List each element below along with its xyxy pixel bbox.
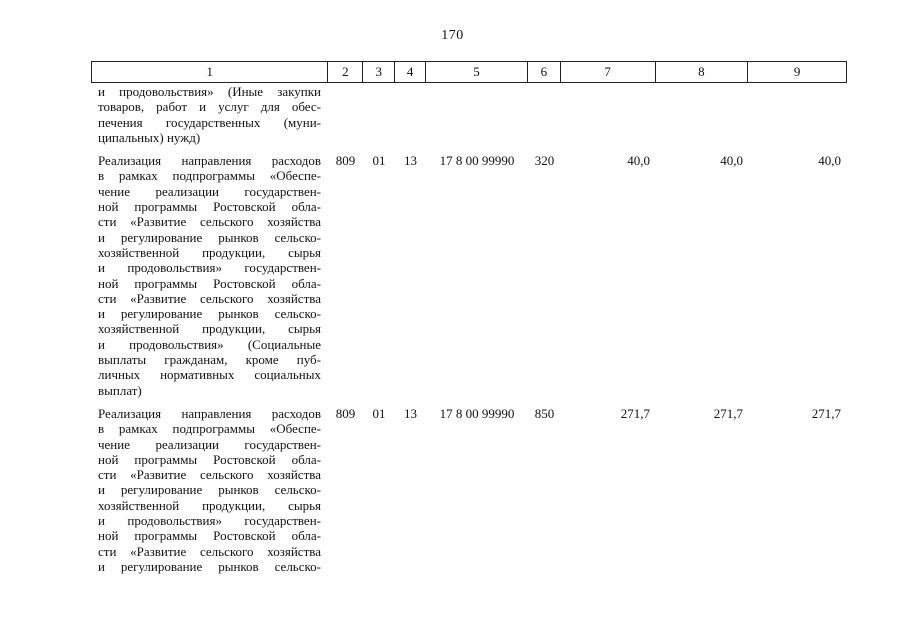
column-header-6: 6 — [528, 62, 561, 82]
column-header-1: 1 — [92, 62, 328, 82]
description-line: и продовольствия» (Социальные — [98, 336, 321, 352]
description-line: хозяйственной продукции, сырья — [98, 244, 321, 260]
description-line: и продовольствия» государствен- — [98, 513, 321, 529]
description-line: в рамках подпрограммы «Обеспе- — [98, 421, 321, 437]
description-line: ципальных) нужд) — [98, 129, 201, 145]
cell-ministry-code: 809 — [335, 153, 356, 169]
description-line: в рамках подпрограммы «Обеспе- — [98, 168, 321, 184]
column-header-4: 4 — [395, 62, 426, 82]
table-row-continuation — [91, 84, 847, 145]
description-line: чение реализации государствен- — [98, 436, 321, 452]
description-line: и регулирование рынков сельско- — [98, 482, 321, 498]
description-line: сти «Развитие сельского хозяйства — [98, 290, 321, 306]
description-line: чение реализации государствен- — [98, 183, 321, 199]
description-line: печения государственных (муни- — [98, 114, 321, 130]
cell-expense-type: 850 — [534, 405, 555, 421]
cell-target-code: 17 8 00 99990 — [439, 153, 515, 169]
cell-section-code: 01 — [372, 405, 386, 421]
description-line: сти «Развитие сельского хозяйства — [98, 467, 321, 483]
table-body — [91, 84, 847, 582]
description-line: сти «Развитие сельского хозяйства — [98, 214, 321, 230]
column-header-8: 8 — [656, 62, 749, 82]
cell-amount-col7: 40,0 — [627, 153, 650, 169]
description-line: и продовольствия» (Иные закупки — [98, 84, 321, 99]
column-header-7: 7 — [561, 62, 656, 82]
description-line: ной программы Ростовской обла- — [98, 451, 321, 467]
description-line: Реализация направления расходов — [98, 405, 321, 421]
description-line: и регулирование рынков сельско- — [98, 229, 321, 245]
cell-amount-col8: 40,0 — [720, 153, 743, 169]
table-row — [91, 153, 847, 398]
column-header-3: 3 — [363, 62, 395, 82]
cell-amount-col9: 271,7 — [811, 405, 841, 421]
description-line: и регулирование рынков сельско- — [98, 558, 321, 574]
row-description — [91, 406, 328, 574]
description-line: Реализация направления расходов — [98, 153, 321, 169]
cell-subsection-code: 13 — [404, 405, 417, 421]
description-line: выплат) — [98, 382, 142, 398]
column-header-5: 5 — [426, 62, 528, 82]
row-description — [91, 84, 328, 145]
description-line: личных нормативных социальных — [98, 367, 321, 383]
page-number: 170 — [441, 28, 464, 43]
cell-expense-type: 320 — [534, 153, 555, 169]
description-line: хозяйственной продукции, сырья — [98, 321, 321, 337]
description-line: выплаты гражданам, кроме пуб- — [98, 352, 321, 368]
description-line: ной программы Ростовской обла- — [98, 528, 321, 544]
cell-amount-col9: 40,0 — [818, 153, 841, 169]
column-header-2: 2 — [328, 62, 363, 82]
description-line: хозяйственной продукции, сырья — [98, 497, 321, 513]
cell-subsection-code: 13 — [404, 153, 417, 169]
description-line: ной программы Ростовской обла- — [98, 199, 321, 215]
description-line: сти «Развитие сельского хозяйства — [98, 543, 321, 559]
cell-ministry-code: 809 — [335, 405, 356, 421]
description-line: и регулирование рынков сельско- — [98, 306, 321, 322]
cell-target-code: 17 8 00 99990 — [439, 405, 515, 421]
table-header-row — [91, 61, 847, 83]
table-row — [91, 406, 847, 574]
description-line: товаров, работ и услуг для обес- — [98, 99, 321, 115]
row-description — [91, 153, 328, 398]
column-header-9: 9 — [793, 64, 801, 79]
cell-amount-col8: 271,7 — [713, 405, 743, 421]
cell-amount-col7: 271,7 — [620, 405, 650, 421]
description-line: ной программы Ростовской обла- — [98, 275, 321, 291]
cell-section-code: 01 — [372, 153, 386, 169]
description-line: и продовольствия» государствен- — [98, 260, 321, 276]
